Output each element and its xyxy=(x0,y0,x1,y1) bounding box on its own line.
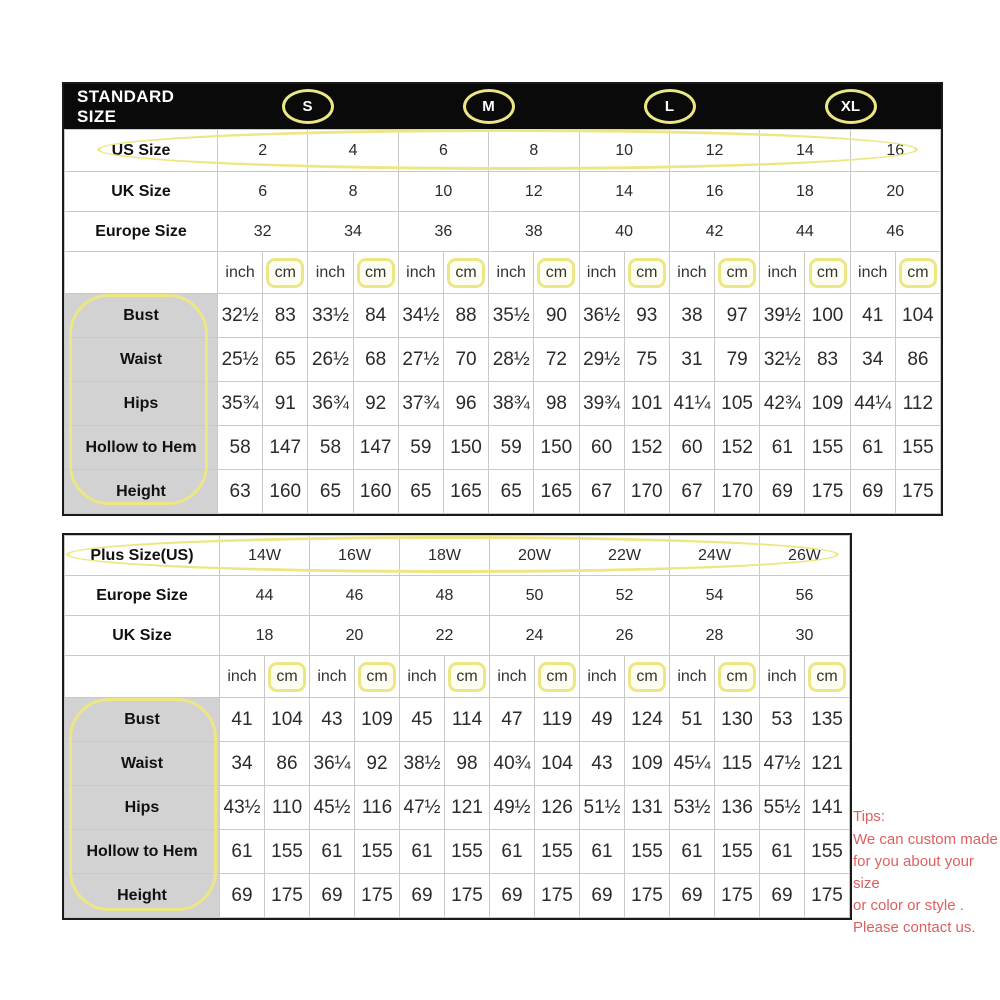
measurement-value-cell: 175 xyxy=(445,874,490,918)
cm-unit-cell xyxy=(535,656,580,698)
measurement-value-cell: 43 xyxy=(310,698,355,742)
size-group-band xyxy=(217,89,941,124)
measurement-value-cell: 130 xyxy=(715,698,760,742)
measurement-value-cell: 170 xyxy=(624,470,669,514)
measurement-value-cell: 32½ xyxy=(760,338,805,382)
inch-unit-cell: inch xyxy=(308,252,353,294)
measurement-value-cell: 69 xyxy=(400,874,445,918)
measurement-value-cell: 116 xyxy=(355,786,400,830)
row-us-size xyxy=(65,130,941,172)
row-label-plus-size-us: Plus Size(US) xyxy=(65,536,220,576)
size-value-cell: 18 xyxy=(220,616,310,656)
row-hollow-to-hem xyxy=(65,830,850,874)
cm-unit-cell xyxy=(534,252,579,294)
measurement-value-cell: 43 xyxy=(580,742,625,786)
measurement-value-cell: 59 xyxy=(398,426,443,470)
size-value-cell: 12 xyxy=(489,172,579,212)
measurement-value-cell: 35½ xyxy=(489,294,534,338)
row-label-waist: Waist xyxy=(65,338,218,382)
measurement-value-cell: 152 xyxy=(624,426,669,470)
measurement-value-cell: 97 xyxy=(715,294,760,338)
measurement-value-cell: 49½ xyxy=(490,786,535,830)
cm-unit-cell xyxy=(715,252,760,294)
cm-highlight-box: cm xyxy=(447,258,485,288)
custom-made-tips xyxy=(853,806,999,939)
row-hips xyxy=(65,786,850,830)
measurement-value-cell: 121 xyxy=(445,786,490,830)
measurement-value-cell: 69 xyxy=(850,470,895,514)
measurement-value-cell: 155 xyxy=(625,830,670,874)
measurement-value-cell: 141 xyxy=(805,786,850,830)
measurement-value-cell: 104 xyxy=(895,294,940,338)
measurement-value-cell: 61 xyxy=(490,830,535,874)
row-plus-size-us xyxy=(65,536,850,576)
size-value-cell: 48 xyxy=(400,576,490,616)
measurement-value-cell: 150 xyxy=(534,426,579,470)
measurement-value-cell: 51 xyxy=(670,698,715,742)
row-label-bust: Bust xyxy=(65,294,218,338)
measurement-value-cell: 100 xyxy=(805,294,850,338)
inch-unit-cell: inch xyxy=(760,252,805,294)
size-value-cell: 16 xyxy=(669,172,759,212)
measurement-value-cell: 84 xyxy=(353,294,398,338)
size-value-cell: 42 xyxy=(669,212,759,252)
size-value-cell: 16 xyxy=(850,130,940,172)
measurement-value-cell: 109 xyxy=(805,382,850,426)
cm-highlight-box: cm xyxy=(809,258,847,288)
measurement-value-cell: 104 xyxy=(265,698,310,742)
measurement-value-cell: 175 xyxy=(805,470,850,514)
measurement-value-cell: 69 xyxy=(670,874,715,918)
measurement-value-cell: 175 xyxy=(535,874,580,918)
size-value-cell: 10 xyxy=(398,172,488,212)
inch-unit-cell: inch xyxy=(400,656,445,698)
measurement-value-cell: 160 xyxy=(353,470,398,514)
cm-unit-cell xyxy=(624,252,669,294)
measurement-value-cell: 38¾ xyxy=(489,382,534,426)
inch-unit-cell: inch xyxy=(489,252,534,294)
measurement-value-cell: 51½ xyxy=(580,786,625,830)
measurement-value-cell: 79 xyxy=(715,338,760,382)
cm-highlight-box: cm xyxy=(537,258,575,288)
row-label-waist: Waist xyxy=(65,742,220,786)
measurement-value-cell: 70 xyxy=(443,338,488,382)
measurement-value-cell: 155 xyxy=(265,830,310,874)
measurement-value-cell: 92 xyxy=(355,742,400,786)
measurement-value-cell: 41 xyxy=(850,294,895,338)
plus-size-table xyxy=(62,533,852,920)
row-europe-size xyxy=(65,576,850,616)
row-hips xyxy=(65,382,941,426)
size-value-cell: 40 xyxy=(579,212,669,252)
row-bust xyxy=(65,698,850,742)
measurement-value-cell: 29½ xyxy=(579,338,624,382)
measurement-value-cell: 60 xyxy=(579,426,624,470)
measurement-value-cell: 45½ xyxy=(310,786,355,830)
cm-highlight-box: cm xyxy=(448,662,486,692)
row-height xyxy=(65,470,941,514)
size-value-cell: 8 xyxy=(308,172,398,212)
measurement-value-cell: 101 xyxy=(624,382,669,426)
size-value-cell: 22 xyxy=(400,616,490,656)
measurement-value-cell: 28½ xyxy=(489,338,534,382)
size-circle-xl: XL xyxy=(825,89,877,124)
size-value-cell: 6 xyxy=(218,172,308,212)
measurement-value-cell: 165 xyxy=(443,470,488,514)
measurement-value-cell: 96 xyxy=(443,382,488,426)
size-value-cell: 46 xyxy=(310,576,400,616)
measurement-value-cell: 112 xyxy=(895,382,940,426)
cm-highlight-box: cm xyxy=(899,258,937,288)
measurement-value-cell: 175 xyxy=(355,874,400,918)
inch-unit-cell: inch xyxy=(310,656,355,698)
inch-unit-cell: inch xyxy=(490,656,535,698)
measurement-value-cell: 49 xyxy=(580,698,625,742)
cm-unit-cell xyxy=(625,656,670,698)
measurement-value-cell: 121 xyxy=(805,742,850,786)
measurement-value-cell: 67 xyxy=(669,470,714,514)
measurement-value-cell: 53 xyxy=(760,698,805,742)
size-value-cell: 32 xyxy=(218,212,308,252)
cm-highlight-box: cm xyxy=(268,662,306,692)
measurement-value-cell: 150 xyxy=(443,426,488,470)
size-circle-m: M xyxy=(463,89,515,124)
measurement-value-cell: 152 xyxy=(715,426,760,470)
tips-line: We can custom made xyxy=(853,831,998,848)
measurement-value-cell: 98 xyxy=(534,382,579,426)
measurement-value-cell: 147 xyxy=(263,426,308,470)
inch-unit-cell: inch xyxy=(580,656,625,698)
row-europe-size xyxy=(65,212,941,252)
row-waist xyxy=(65,742,850,786)
measurement-value-cell: 36¼ xyxy=(310,742,355,786)
measurement-value-cell: 93 xyxy=(624,294,669,338)
measurement-value-cell: 45 xyxy=(400,698,445,742)
row-label-uk-size: UK Size xyxy=(65,172,218,212)
cm-highlight-box: cm xyxy=(357,258,395,288)
size-value-cell: 4 xyxy=(308,130,398,172)
row-label-europe-size: Europe Size xyxy=(65,212,218,252)
cm-unit-cell xyxy=(263,252,308,294)
measurement-value-cell: 35¾ xyxy=(218,382,263,426)
measurement-value-cell: 38 xyxy=(669,294,714,338)
size-value-cell: 14 xyxy=(760,130,850,172)
measurement-value-cell: 175 xyxy=(625,874,670,918)
inch-unit-cell: inch xyxy=(670,656,715,698)
measurement-value-cell: 63 xyxy=(218,470,263,514)
size-value-cell: 26 xyxy=(580,616,670,656)
measurement-value-cell: 47½ xyxy=(760,742,805,786)
row-uk-size xyxy=(65,172,941,212)
standard-size-grid xyxy=(64,129,941,514)
measurement-value-cell: 26½ xyxy=(308,338,353,382)
measurement-value-cell: 155 xyxy=(715,830,760,874)
measurement-value-cell: 110 xyxy=(265,786,310,830)
measurement-value-cell: 69 xyxy=(220,874,265,918)
measurement-value-cell: 43½ xyxy=(220,786,265,830)
tips-title: Tips: xyxy=(853,808,885,825)
measurement-value-cell: 65 xyxy=(308,470,353,514)
size-group-m xyxy=(398,89,579,124)
measurement-value-cell: 61 xyxy=(760,830,805,874)
row-units xyxy=(65,252,941,294)
measurement-value-cell: 38½ xyxy=(400,742,445,786)
measurement-value-cell: 86 xyxy=(265,742,310,786)
size-value-cell: 20W xyxy=(490,536,580,576)
measurement-value-cell: 32½ xyxy=(218,294,263,338)
measurement-value-cell: 155 xyxy=(355,830,400,874)
measurement-value-cell: 36¾ xyxy=(308,382,353,426)
measurement-value-cell: 61 xyxy=(760,426,805,470)
measurement-value-cell: 25½ xyxy=(218,338,263,382)
size-value-cell: 54 xyxy=(670,576,760,616)
row-label-europe-size: Europe Size xyxy=(65,576,220,616)
measurement-value-cell: 39½ xyxy=(760,294,805,338)
measurement-value-cell: 155 xyxy=(445,830,490,874)
cm-highlight-box: cm xyxy=(628,662,666,692)
measurement-value-cell: 61 xyxy=(400,830,445,874)
row-label-height: Height xyxy=(65,470,218,514)
measurement-value-cell: 147 xyxy=(353,426,398,470)
measurement-value-cell: 41 xyxy=(220,698,265,742)
cm-unit-cell xyxy=(895,252,940,294)
measurement-value-cell: 67 xyxy=(579,470,624,514)
cm-highlight-box: cm xyxy=(266,258,304,288)
measurement-value-cell: 65 xyxy=(398,470,443,514)
measurement-value-cell: 31 xyxy=(669,338,714,382)
size-value-cell: 38 xyxy=(489,212,579,252)
inch-unit-cell: inch xyxy=(220,656,265,698)
measurement-value-cell: 27½ xyxy=(398,338,443,382)
size-value-cell: 20 xyxy=(310,616,400,656)
size-value-cell: 18 xyxy=(760,172,850,212)
unit-row-empty-label xyxy=(65,656,220,698)
row-uk-size xyxy=(65,616,850,656)
size-value-cell: 56 xyxy=(760,576,850,616)
size-value-cell: 14W xyxy=(220,536,310,576)
measurement-value-cell: 136 xyxy=(715,786,760,830)
measurement-value-cell: 69 xyxy=(760,874,805,918)
row-label-hips: Hips xyxy=(65,786,220,830)
row-bust xyxy=(65,294,941,338)
size-value-cell: 10 xyxy=(579,130,669,172)
measurement-value-cell: 55½ xyxy=(760,786,805,830)
cm-unit-cell xyxy=(353,252,398,294)
measurement-value-cell: 155 xyxy=(805,830,850,874)
cm-highlight-box: cm xyxy=(718,258,756,288)
row-label-height: Height xyxy=(65,874,220,918)
measurement-value-cell: 165 xyxy=(534,470,579,514)
measurement-value-cell: 44¼ xyxy=(850,382,895,426)
measurement-value-cell: 68 xyxy=(353,338,398,382)
unit-row-empty-label xyxy=(65,252,218,294)
measurement-value-cell: 47 xyxy=(490,698,535,742)
measurement-value-cell: 155 xyxy=(535,830,580,874)
size-value-cell: 50 xyxy=(490,576,580,616)
measurement-value-cell: 58 xyxy=(308,426,353,470)
measurement-value-cell: 83 xyxy=(263,294,308,338)
measurement-value-cell: 42¾ xyxy=(760,382,805,426)
tips-line: Please contact us. xyxy=(853,919,976,936)
measurement-value-cell: 90 xyxy=(534,294,579,338)
row-label-hollow-to-hem: Hollow to Hem xyxy=(65,830,220,874)
measurement-value-cell: 124 xyxy=(625,698,670,742)
row-label-bust: Bust xyxy=(65,698,220,742)
inch-unit-cell: inch xyxy=(760,656,805,698)
size-value-cell: 36 xyxy=(398,212,488,252)
measurement-value-cell: 88 xyxy=(443,294,488,338)
measurement-value-cell: 61 xyxy=(670,830,715,874)
measurement-value-cell: 36½ xyxy=(579,294,624,338)
measurement-value-cell: 126 xyxy=(535,786,580,830)
inch-unit-cell: inch xyxy=(218,252,263,294)
measurement-value-cell: 92 xyxy=(353,382,398,426)
measurement-value-cell: 61 xyxy=(850,426,895,470)
tips-line: for you about your size xyxy=(853,853,974,892)
plus-size-grid xyxy=(64,535,850,918)
size-value-cell: 26W xyxy=(760,536,850,576)
size-value-cell: 8 xyxy=(489,130,579,172)
size-value-cell: 6 xyxy=(398,130,488,172)
measurement-value-cell: 170 xyxy=(715,470,760,514)
cm-unit-cell xyxy=(443,252,488,294)
measurement-value-cell: 75 xyxy=(624,338,669,382)
size-value-cell: 14 xyxy=(579,172,669,212)
measurement-value-cell: 61 xyxy=(220,830,265,874)
size-value-cell: 34 xyxy=(308,212,398,252)
measurement-value-cell: 86 xyxy=(895,338,940,382)
measurement-value-cell: 72 xyxy=(534,338,579,382)
measurement-value-cell: 59 xyxy=(489,426,534,470)
measurement-value-cell: 34 xyxy=(220,742,265,786)
size-circle-s: S xyxy=(282,89,334,124)
measurement-value-cell: 104 xyxy=(535,742,580,786)
size-value-cell: 28 xyxy=(670,616,760,656)
row-label-hips: Hips xyxy=(65,382,218,426)
size-value-cell: 22W xyxy=(580,536,670,576)
cm-highlight-box: cm xyxy=(808,662,846,692)
standard-size-table xyxy=(62,82,943,516)
measurement-value-cell: 58 xyxy=(218,426,263,470)
measurement-value-cell: 69 xyxy=(490,874,535,918)
measurement-value-cell: 155 xyxy=(805,426,850,470)
measurement-value-cell: 53½ xyxy=(670,786,715,830)
measurement-value-cell: 119 xyxy=(535,698,580,742)
size-value-cell: 44 xyxy=(220,576,310,616)
measurement-value-cell: 40¾ xyxy=(490,742,535,786)
measurement-value-cell: 105 xyxy=(715,382,760,426)
size-value-cell: 24 xyxy=(490,616,580,656)
standard-size-title: STANDARD SIZE xyxy=(77,86,175,126)
measurement-value-cell: 47½ xyxy=(400,786,445,830)
measurement-value-cell: 175 xyxy=(895,470,940,514)
inch-unit-cell: inch xyxy=(579,252,624,294)
measurement-value-cell: 131 xyxy=(625,786,670,830)
row-label-hollow-to-hem: Hollow to Hem xyxy=(65,426,218,470)
measurement-value-cell: 45¼ xyxy=(670,742,715,786)
cm-unit-cell xyxy=(805,252,850,294)
size-value-cell: 44 xyxy=(760,212,850,252)
measurement-value-cell: 69 xyxy=(760,470,805,514)
cm-highlight-box: cm xyxy=(358,662,396,692)
measurement-value-cell: 175 xyxy=(265,874,310,918)
measurement-value-cell: 98 xyxy=(445,742,490,786)
size-group-xl xyxy=(760,89,941,124)
measurement-value-cell: 115 xyxy=(715,742,760,786)
measurement-value-cell: 61 xyxy=(580,830,625,874)
row-label-uk-size: UK Size xyxy=(65,616,220,656)
cm-unit-cell xyxy=(355,656,400,698)
size-value-cell: 2 xyxy=(218,130,308,172)
size-value-cell: 52 xyxy=(580,576,670,616)
measurement-value-cell: 65 xyxy=(489,470,534,514)
measurement-value-cell: 175 xyxy=(715,874,760,918)
measurement-value-cell: 39¾ xyxy=(579,382,624,426)
inch-unit-cell: inch xyxy=(398,252,443,294)
size-value-cell: 12 xyxy=(669,130,759,172)
measurement-value-cell: 175 xyxy=(805,874,850,918)
size-value-cell: 46 xyxy=(850,212,940,252)
cm-highlight-box: cm xyxy=(538,662,576,692)
measurement-value-cell: 34½ xyxy=(398,294,443,338)
measurement-value-cell: 33½ xyxy=(308,294,353,338)
inch-unit-cell: inch xyxy=(850,252,895,294)
row-height xyxy=(65,874,850,918)
measurement-value-cell: 83 xyxy=(805,338,850,382)
size-value-cell: 20 xyxy=(850,172,940,212)
measurement-value-cell: 69 xyxy=(580,874,625,918)
measurement-value-cell: 61 xyxy=(310,830,355,874)
size-value-cell: 16W xyxy=(310,536,400,576)
measurement-value-cell: 65 xyxy=(263,338,308,382)
measurement-value-cell: 155 xyxy=(895,426,940,470)
measurement-value-cell: 160 xyxy=(263,470,308,514)
standard-size-header xyxy=(64,84,941,129)
tips-line: or color or style . xyxy=(853,897,964,914)
row-waist xyxy=(65,338,941,382)
cm-unit-cell xyxy=(715,656,760,698)
measurement-value-cell: 34 xyxy=(850,338,895,382)
size-group-l xyxy=(579,89,760,124)
inch-unit-cell: inch xyxy=(669,252,714,294)
size-value-cell: 18W xyxy=(400,536,490,576)
row-label-us-size: US Size xyxy=(65,130,218,172)
measurement-value-cell: 109 xyxy=(625,742,670,786)
measurement-value-cell: 91 xyxy=(263,382,308,426)
cm-unit-cell xyxy=(265,656,310,698)
size-circle-l: L xyxy=(644,89,696,124)
size-value-cell: 30 xyxy=(760,616,850,656)
measurement-value-cell: 114 xyxy=(445,698,490,742)
cm-highlight-box: cm xyxy=(628,258,666,288)
row-hollow-to-hem xyxy=(65,426,941,470)
cm-unit-cell xyxy=(445,656,490,698)
measurement-value-cell: 69 xyxy=(310,874,355,918)
measurement-value-cell: 109 xyxy=(355,698,400,742)
size-group-s xyxy=(217,89,398,124)
measurement-value-cell: 41¼ xyxy=(669,382,714,426)
measurement-value-cell: 135 xyxy=(805,698,850,742)
measurement-value-cell: 60 xyxy=(669,426,714,470)
cm-highlight-box: cm xyxy=(718,662,756,692)
measurement-value-cell: 37¾ xyxy=(398,382,443,426)
row-units xyxy=(65,656,850,698)
cm-unit-cell xyxy=(805,656,850,698)
size-value-cell: 24W xyxy=(670,536,760,576)
